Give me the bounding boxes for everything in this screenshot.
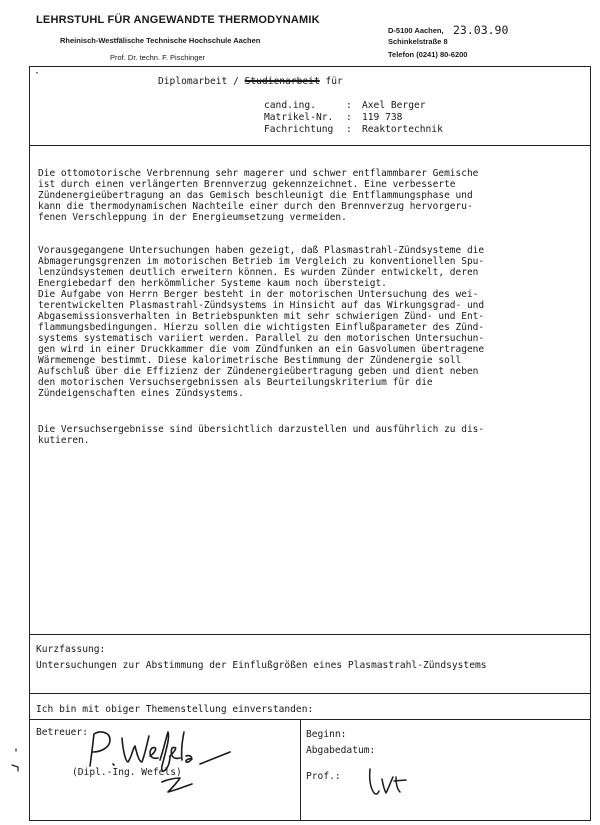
prof-signature	[364, 765, 414, 800]
kurzfassung-text: Untersuchungen zur Abstimmung der Einflußgrößen eines Plasmastrahl-Zündsystems	[36, 660, 487, 671]
body-paragraph: Die Versuchsergebnisse sind übersichtlich darzustellen und ausführlich zu dis- kutieren.	[38, 424, 485, 446]
address-street: Schinkelstraße 8	[388, 37, 448, 46]
betreuer-name: (Dipl.-Ing. Wefels)	[72, 767, 182, 778]
divider-signatures	[29, 719, 591, 720]
margin-marks	[8, 745, 26, 775]
body-paragraph: Vorausgegangene Untersuchungen haben gezeigt, daß Plasmastrahl-Zündsysteme die Abmagerungsgrenzen im motorischen Betrieb im Vergleich zu konventionellen Spu- lenzündsystemen deutlich erweitern können. Es wurden Zünder entwickelt, deren Energiebedarf den herkömmlicher Systeme kaum noch übersteigt. Die Aufgabe von Herrn Berger besteht in der motorischen Untersuchung des wei- terentwickelten Plasmastrahl-Zündsystems in Hinsicht auf das Wirkungsgrad- und Abgasemissionsverhalten in Betriebspunkten mit sehr schwierigen Zünd- und Ent- flammungsbedingungen. Hierzu sollen die wichtigsten Einflußparameter des Zünd- systems systematisch variiert werden. Parallel zu den motorischen Untersuchun- gen wird in einer Druckkammer die vom Zündfunken an ein Gasvolumen übertragene Wärmemenge bestimmt. Diese kalorimetrische Bestimmung der Zündenergie soll Aufschluß über die Effizienz der Zündenergieübertragung geben und dient neben den motorischen Versuchsergebnissen als Beurteilungskriterium für die Zündeigenschaften eines Zündsystems.	[38, 245, 485, 399]
betreuer-signature	[80, 726, 250, 801]
info-label: Fachrichtung	[264, 124, 334, 135]
document-date: 23.03.90	[453, 23, 509, 37]
field-of-study: Reaktortechnik	[362, 124, 443, 135]
info-label: Matrikel-Nr.	[264, 112, 334, 123]
professor-name: Prof. Dr. techn. F. Pischinger	[110, 53, 206, 62]
betreuer-label: Betreuer:	[36, 727, 88, 738]
prof-label: Prof.:	[306, 771, 341, 782]
info-label: cand.ing.	[264, 100, 316, 111]
matrikel-number: 119 738	[362, 112, 403, 123]
corner-mark: ·	[34, 68, 41, 79]
candidate-name: Axel Berger	[362, 100, 426, 111]
info-separator: :	[346, 100, 352, 111]
kurzfassung-label: Kurzfassung:	[36, 644, 106, 655]
title-prefix: Diplomarbeit /	[158, 76, 245, 87]
agreement-text: Ich bin mit obiger Themenstellung einverstanden:	[36, 704, 314, 715]
divider-signature-columns	[300, 719, 301, 821]
title-suffix: für	[319, 76, 343, 87]
address-city: D-5100 Aachen,	[388, 26, 444, 35]
title-struck-word: Studienarbeit	[244, 76, 320, 87]
divider-header	[29, 145, 591, 146]
institute-name: LEHRSTUHL FÜR ANGEWANDTE THERMODYNAMIK	[36, 14, 320, 26]
info-separator: :	[346, 124, 352, 135]
divider-kurzfassung	[29, 634, 591, 635]
university-name: Rheinisch-Westfälische Technische Hochschule Aachen	[60, 36, 261, 45]
info-separator: :	[346, 112, 352, 123]
thesis-title	[158, 76, 343, 87]
divider-agreement	[29, 693, 591, 694]
body-paragraph: Die ottomotorische Verbrennung sehr magerer und schwer entflammbarer Gemische ist durch einen verlängerten Brennverzug gekennzeichnet. Eine verbesserte Zündenergieübertragung an das Gemisch beschleunigt die Entflammungsphase und kann die thermodynamischen Nachteile einer durch den Brennverzug hervorgeru- fenen Verschleppung in der Energieumsetzung vermeiden.	[38, 168, 479, 223]
beginn-label: Beginn:	[306, 729, 347, 740]
phone-number: Telefon (0241) 80-6200	[388, 50, 468, 59]
abgabedatum-label: Abgabedatum:	[306, 745, 376, 756]
